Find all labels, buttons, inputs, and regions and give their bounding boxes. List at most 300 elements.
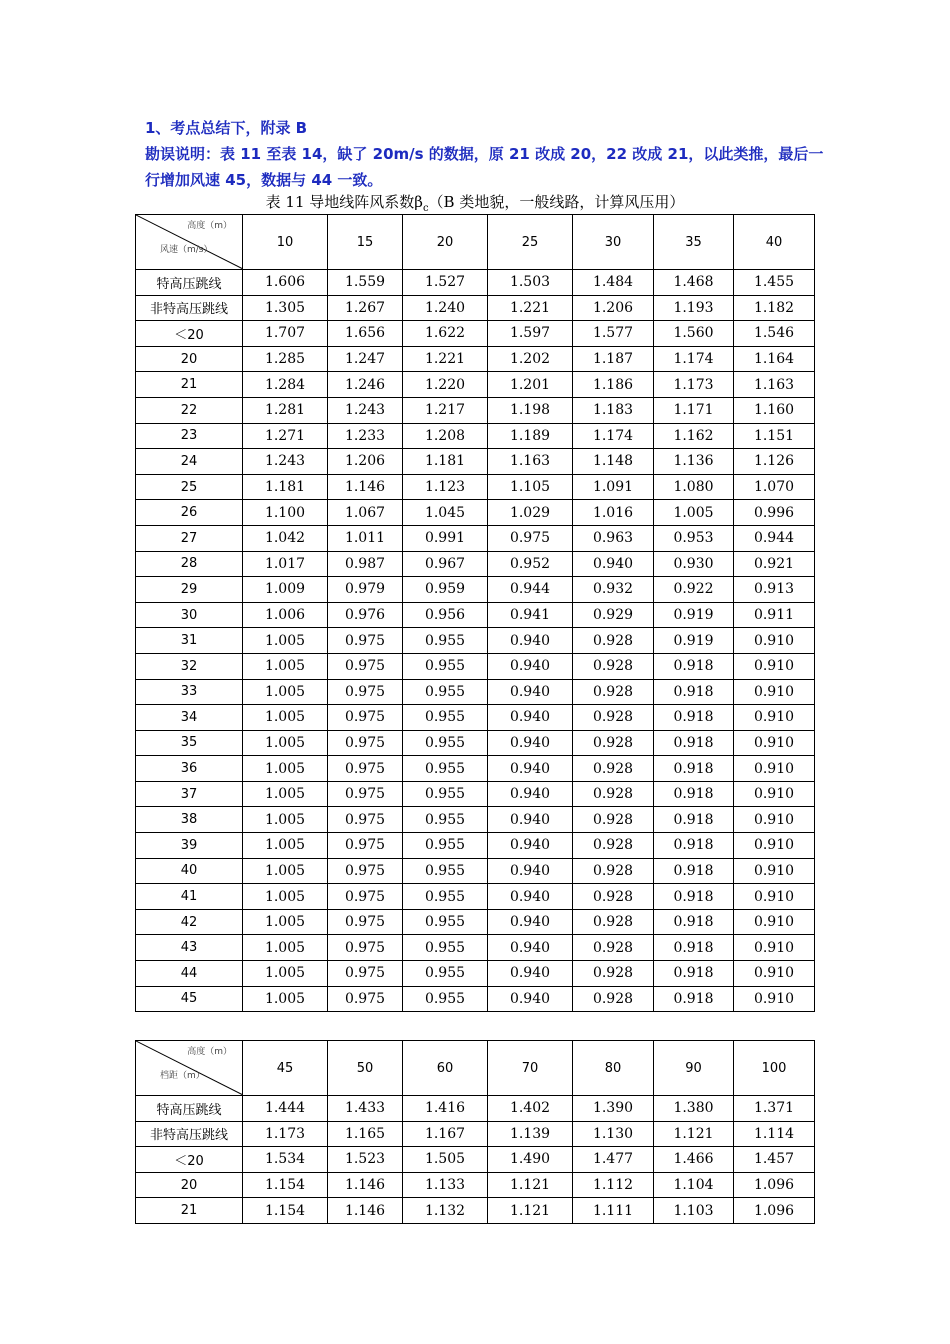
value-cell: 0.910 bbox=[734, 679, 815, 705]
value-cell: 1.181 bbox=[243, 474, 328, 500]
value-cell: 1.606 bbox=[243, 270, 328, 296]
column-header: 35 bbox=[654, 215, 734, 270]
value-cell: 1.121 bbox=[488, 1172, 573, 1198]
value-cell: 0.975 bbox=[328, 935, 403, 961]
value-cell: 0.910 bbox=[734, 833, 815, 859]
value-cell: 1.114 bbox=[734, 1121, 815, 1147]
table-row bbox=[136, 730, 815, 756]
row-label: 44 bbox=[136, 961, 243, 987]
value-cell: 1.220 bbox=[403, 372, 488, 398]
row-label: 23 bbox=[136, 423, 243, 449]
table-row bbox=[136, 1096, 815, 1122]
row-label: 30 bbox=[136, 602, 243, 628]
value-cell: 1.466 bbox=[654, 1147, 734, 1173]
caption-main: 表 11 导地线阵风系数β bbox=[265, 193, 423, 211]
value-cell: 1.005 bbox=[243, 858, 328, 884]
value-cell: 0.940 bbox=[488, 986, 573, 1012]
table-row bbox=[136, 525, 815, 551]
value-cell: 0.940 bbox=[488, 705, 573, 731]
table-row bbox=[136, 909, 815, 935]
value-cell: 0.963 bbox=[573, 525, 654, 551]
value-cell: 1.005 bbox=[243, 935, 328, 961]
value-cell: 1.416 bbox=[403, 1096, 488, 1122]
value-cell: 0.928 bbox=[573, 653, 654, 679]
value-cell: 0.967 bbox=[403, 551, 488, 577]
value-cell: 0.940 bbox=[488, 935, 573, 961]
value-cell: 1.005 bbox=[654, 500, 734, 526]
value-cell: 0.955 bbox=[403, 986, 488, 1012]
value-cell: 0.910 bbox=[734, 781, 815, 807]
value-cell: 0.918 bbox=[654, 705, 734, 731]
value-cell: 0.910 bbox=[734, 935, 815, 961]
value-cell: 0.976 bbox=[328, 602, 403, 628]
row-label: 43 bbox=[136, 935, 243, 961]
value-cell: 0.928 bbox=[573, 807, 654, 833]
value-cell: 1.112 bbox=[573, 1172, 654, 1198]
value-cell: 1.444 bbox=[243, 1096, 328, 1122]
value-cell: 0.928 bbox=[573, 884, 654, 910]
value-cell: 0.910 bbox=[734, 986, 815, 1012]
value-cell: 0.930 bbox=[654, 551, 734, 577]
value-cell: 0.955 bbox=[403, 781, 488, 807]
value-cell: 1.005 bbox=[243, 986, 328, 1012]
value-cell: 0.944 bbox=[488, 577, 573, 603]
value-cell: 0.975 bbox=[328, 909, 403, 935]
value-cell: 0.918 bbox=[654, 833, 734, 859]
column-header: 50 bbox=[328, 1041, 403, 1096]
errata-note: 勘误说明：表 11 至表 14，缺了 20m/s 的数据，原 21 改成 20，22 改成 21，以此类推，最后一行增加风速 45，数据与 44 一致。 bbox=[145, 145, 824, 189]
table-row bbox=[136, 321, 815, 347]
table-row bbox=[136, 577, 815, 603]
value-cell: 0.975 bbox=[328, 986, 403, 1012]
value-cell: 0.928 bbox=[573, 781, 654, 807]
row-label: 36 bbox=[136, 756, 243, 782]
row-label: 33 bbox=[136, 679, 243, 705]
value-cell: 0.910 bbox=[734, 807, 815, 833]
value-cell: 1.707 bbox=[243, 321, 328, 347]
value-cell: 1.163 bbox=[488, 449, 573, 475]
value-cell: 0.918 bbox=[654, 884, 734, 910]
value-cell: 1.123 bbox=[403, 474, 488, 500]
value-cell: 0.910 bbox=[734, 884, 815, 910]
value-cell: 0.922 bbox=[654, 577, 734, 603]
table-row bbox=[136, 1147, 815, 1173]
value-cell: 0.918 bbox=[654, 679, 734, 705]
table-row bbox=[136, 602, 815, 628]
value-cell: 0.940 bbox=[488, 730, 573, 756]
row-label: 37 bbox=[136, 781, 243, 807]
row-label: 34 bbox=[136, 705, 243, 731]
value-cell: 0.918 bbox=[654, 807, 734, 833]
value-cell: 1.173 bbox=[243, 1121, 328, 1147]
header-row bbox=[136, 215, 815, 270]
table-row bbox=[136, 500, 815, 526]
value-cell: 0.955 bbox=[403, 884, 488, 910]
table-row bbox=[136, 679, 815, 705]
value-cell: 1.247 bbox=[328, 346, 403, 372]
table-row bbox=[136, 833, 815, 859]
row-label: 40 bbox=[136, 858, 243, 884]
value-cell: 1.221 bbox=[403, 346, 488, 372]
row-label: 28 bbox=[136, 551, 243, 577]
value-cell: 1.243 bbox=[328, 397, 403, 423]
value-cell: 0.940 bbox=[488, 909, 573, 935]
value-cell: 1.080 bbox=[654, 474, 734, 500]
value-cell: 1.151 bbox=[734, 423, 815, 449]
row-label: 39 bbox=[136, 833, 243, 859]
value-cell: 1.267 bbox=[328, 295, 403, 321]
value-cell: 0.928 bbox=[573, 961, 654, 987]
column-header: 80 bbox=[573, 1041, 654, 1096]
value-cell: 1.005 bbox=[243, 961, 328, 987]
value-cell: 0.911 bbox=[734, 602, 815, 628]
value-cell: 0.928 bbox=[573, 858, 654, 884]
table-row bbox=[136, 935, 815, 961]
value-cell: 1.005 bbox=[243, 679, 328, 705]
value-cell: 1.181 bbox=[403, 449, 488, 475]
value-cell: 1.534 bbox=[243, 1147, 328, 1173]
value-cell: 1.193 bbox=[654, 295, 734, 321]
header-row bbox=[136, 1041, 815, 1096]
value-cell: 1.006 bbox=[243, 602, 328, 628]
value-cell: 1.163 bbox=[734, 372, 815, 398]
value-cell: 0.955 bbox=[403, 653, 488, 679]
value-cell: 1.005 bbox=[243, 756, 328, 782]
value-cell: 1.622 bbox=[403, 321, 488, 347]
corner-top-label: 高度（m） bbox=[187, 1047, 232, 1057]
table-row bbox=[136, 449, 815, 475]
table-row bbox=[136, 1172, 815, 1198]
row-label: 22 bbox=[136, 397, 243, 423]
note-heading: 1、考点总结下，附录 B bbox=[145, 119, 308, 137]
value-cell: 0.910 bbox=[734, 961, 815, 987]
table-row bbox=[136, 295, 815, 321]
value-cell: 0.918 bbox=[654, 781, 734, 807]
value-cell: 1.139 bbox=[488, 1121, 573, 1147]
value-cell: 1.005 bbox=[243, 705, 328, 731]
value-cell: 1.164 bbox=[734, 346, 815, 372]
value-cell: 1.560 bbox=[654, 321, 734, 347]
value-cell: 0.932 bbox=[573, 577, 654, 603]
value-cell: 1.455 bbox=[734, 270, 815, 296]
value-cell: 1.206 bbox=[328, 449, 403, 475]
value-cell: 1.029 bbox=[488, 500, 573, 526]
value-cell: 1.221 bbox=[488, 295, 573, 321]
value-cell: 0.913 bbox=[734, 577, 815, 603]
value-cell: 0.928 bbox=[573, 628, 654, 654]
value-cell: 1.597 bbox=[488, 321, 573, 347]
value-cell: 1.201 bbox=[488, 372, 573, 398]
value-cell: 0.955 bbox=[403, 935, 488, 961]
column-header: 25 bbox=[488, 215, 573, 270]
value-cell: 0.940 bbox=[488, 781, 573, 807]
value-cell: 1.559 bbox=[328, 270, 403, 296]
value-cell: 1.656 bbox=[328, 321, 403, 347]
value-cell: 1.146 bbox=[328, 1172, 403, 1198]
table-row bbox=[136, 884, 815, 910]
value-cell: 0.918 bbox=[654, 909, 734, 935]
value-cell: 1.206 bbox=[573, 295, 654, 321]
table-row bbox=[136, 1121, 815, 1147]
column-header: 10 bbox=[243, 215, 328, 270]
value-cell: 1.577 bbox=[573, 321, 654, 347]
value-cell: 0.955 bbox=[403, 833, 488, 859]
row-label: 20 bbox=[136, 1172, 243, 1198]
column-header: 100 bbox=[734, 1041, 815, 1096]
row-label: 特高压跳线 bbox=[136, 1096, 243, 1122]
value-cell: 1.523 bbox=[328, 1147, 403, 1173]
table-row bbox=[136, 807, 815, 833]
value-cell: 1.162 bbox=[654, 423, 734, 449]
value-cell: 0.919 bbox=[654, 602, 734, 628]
value-cell: 1.174 bbox=[573, 423, 654, 449]
table-row bbox=[136, 423, 815, 449]
table-row bbox=[136, 858, 815, 884]
value-cell: 1.017 bbox=[243, 551, 328, 577]
corner-header-cell bbox=[136, 215, 243, 270]
value-cell: 0.991 bbox=[403, 525, 488, 551]
value-cell: 0.910 bbox=[734, 756, 815, 782]
value-cell: 0.959 bbox=[403, 577, 488, 603]
value-cell: 0.918 bbox=[654, 961, 734, 987]
value-cell: 1.136 bbox=[654, 449, 734, 475]
value-cell: 1.167 bbox=[403, 1121, 488, 1147]
corner-header-cell bbox=[136, 1041, 243, 1096]
value-cell: 1.217 bbox=[403, 397, 488, 423]
value-cell: 1.457 bbox=[734, 1147, 815, 1173]
value-cell: 1.070 bbox=[734, 474, 815, 500]
value-cell: 0.919 bbox=[654, 628, 734, 654]
value-cell: 0.910 bbox=[734, 653, 815, 679]
value-cell: 1.005 bbox=[243, 781, 328, 807]
value-cell: 0.975 bbox=[328, 781, 403, 807]
row-label: 45 bbox=[136, 986, 243, 1012]
value-cell: 0.921 bbox=[734, 551, 815, 577]
value-cell: 0.955 bbox=[403, 807, 488, 833]
value-cell: 1.402 bbox=[488, 1096, 573, 1122]
column-header: 70 bbox=[488, 1041, 573, 1096]
value-cell: 0.940 bbox=[488, 884, 573, 910]
value-cell: 0.975 bbox=[328, 730, 403, 756]
row-label: 非特高压跳线 bbox=[136, 1121, 243, 1147]
value-cell: 0.955 bbox=[403, 705, 488, 731]
row-label: 特高压跳线 bbox=[136, 270, 243, 296]
caption-subscript: c bbox=[422, 203, 429, 214]
value-cell: 0.952 bbox=[488, 551, 573, 577]
value-cell: 0.955 bbox=[403, 858, 488, 884]
value-cell: 0.953 bbox=[654, 525, 734, 551]
table-row bbox=[136, 756, 815, 782]
value-cell: 1.121 bbox=[654, 1121, 734, 1147]
value-cell: 0.996 bbox=[734, 500, 815, 526]
value-cell: 0.928 bbox=[573, 909, 654, 935]
value-cell: 0.918 bbox=[654, 730, 734, 756]
value-cell: 1.005 bbox=[243, 833, 328, 859]
value-cell: 1.182 bbox=[734, 295, 815, 321]
value-cell: 0.955 bbox=[403, 730, 488, 756]
table-row bbox=[136, 551, 815, 577]
value-cell: 1.171 bbox=[654, 397, 734, 423]
value-cell: 0.940 bbox=[488, 653, 573, 679]
row-label: 29 bbox=[136, 577, 243, 603]
value-cell: 1.132 bbox=[403, 1198, 488, 1224]
value-cell: 1.189 bbox=[488, 423, 573, 449]
wind-coefficient-table-1 bbox=[135, 214, 815, 1012]
value-cell: 0.975 bbox=[328, 653, 403, 679]
value-cell: 0.910 bbox=[734, 858, 815, 884]
row-label: 24 bbox=[136, 449, 243, 475]
value-cell: 0.929 bbox=[573, 602, 654, 628]
value-cell: 0.944 bbox=[734, 525, 815, 551]
value-cell: 0.975 bbox=[328, 807, 403, 833]
value-cell: 0.975 bbox=[328, 679, 403, 705]
table-row bbox=[136, 961, 815, 987]
value-cell: 0.918 bbox=[654, 935, 734, 961]
corner-bottom-label: 风速（m/s） bbox=[160, 245, 213, 255]
value-cell: 0.940 bbox=[488, 679, 573, 705]
value-cell: 0.955 bbox=[403, 756, 488, 782]
value-cell: 0.955 bbox=[403, 961, 488, 987]
table-row bbox=[136, 270, 815, 296]
table-row bbox=[136, 705, 815, 731]
row-label: 25 bbox=[136, 474, 243, 500]
value-cell: 0.941 bbox=[488, 602, 573, 628]
value-cell: 1.202 bbox=[488, 346, 573, 372]
value-cell: 1.527 bbox=[403, 270, 488, 296]
value-cell: 0.918 bbox=[654, 653, 734, 679]
row-label: ＜20 bbox=[136, 1147, 243, 1173]
value-cell: 1.154 bbox=[243, 1172, 328, 1198]
value-cell: 1.433 bbox=[328, 1096, 403, 1122]
table-row bbox=[136, 781, 815, 807]
value-cell: 1.104 bbox=[654, 1172, 734, 1198]
value-cell: 1.160 bbox=[734, 397, 815, 423]
value-cell: 0.975 bbox=[488, 525, 573, 551]
value-cell: 0.975 bbox=[328, 833, 403, 859]
row-label: 31 bbox=[136, 628, 243, 654]
value-cell: 1.380 bbox=[654, 1096, 734, 1122]
value-cell: 0.940 bbox=[573, 551, 654, 577]
value-cell: 1.246 bbox=[328, 372, 403, 398]
column-header: 30 bbox=[573, 215, 654, 270]
row-label: 21 bbox=[136, 1198, 243, 1224]
value-cell: 1.146 bbox=[328, 474, 403, 500]
table-row bbox=[136, 474, 815, 500]
value-cell: 0.955 bbox=[403, 679, 488, 705]
value-cell: 1.126 bbox=[734, 449, 815, 475]
value-cell: 1.130 bbox=[573, 1121, 654, 1147]
value-cell: 0.928 bbox=[573, 730, 654, 756]
value-cell: 0.940 bbox=[488, 756, 573, 782]
value-cell: 1.477 bbox=[573, 1147, 654, 1173]
value-cell: 1.148 bbox=[573, 449, 654, 475]
value-cell: 0.910 bbox=[734, 628, 815, 654]
row-label: 21 bbox=[136, 372, 243, 398]
column-header: 15 bbox=[328, 215, 403, 270]
value-cell: 0.955 bbox=[403, 909, 488, 935]
value-cell: 0.979 bbox=[328, 577, 403, 603]
value-cell: 0.940 bbox=[488, 833, 573, 859]
row-label: 35 bbox=[136, 730, 243, 756]
value-cell: 0.928 bbox=[573, 833, 654, 859]
value-cell: 1.490 bbox=[488, 1147, 573, 1173]
value-cell: 0.928 bbox=[573, 986, 654, 1012]
value-cell: 0.975 bbox=[328, 756, 403, 782]
value-cell: 1.281 bbox=[243, 397, 328, 423]
value-cell: 1.371 bbox=[734, 1096, 815, 1122]
value-cell: 1.186 bbox=[573, 372, 654, 398]
value-cell: 1.133 bbox=[403, 1172, 488, 1198]
value-cell: 0.956 bbox=[403, 602, 488, 628]
value-cell: 1.240 bbox=[403, 295, 488, 321]
table-row bbox=[136, 397, 815, 423]
value-cell: 1.198 bbox=[488, 397, 573, 423]
row-label: 38 bbox=[136, 807, 243, 833]
row-label: 42 bbox=[136, 909, 243, 935]
value-cell: 0.940 bbox=[488, 858, 573, 884]
corner-bottom-label: 档距（m） bbox=[160, 1071, 205, 1081]
value-cell: 0.918 bbox=[654, 986, 734, 1012]
value-cell: 1.484 bbox=[573, 270, 654, 296]
column-header: 45 bbox=[243, 1041, 328, 1096]
table-row bbox=[136, 986, 815, 1012]
caption-tail: （B 类地貌，一般线路，计算风压用） bbox=[428, 193, 685, 211]
value-cell: 1.154 bbox=[243, 1198, 328, 1224]
value-cell: 1.096 bbox=[734, 1198, 815, 1224]
table-caption bbox=[0, 191, 950, 214]
value-cell: 1.105 bbox=[488, 474, 573, 500]
value-cell: 0.910 bbox=[734, 909, 815, 935]
value-cell: 1.285 bbox=[243, 346, 328, 372]
value-cell: 1.468 bbox=[654, 270, 734, 296]
table-row bbox=[136, 346, 815, 372]
value-cell: 1.503 bbox=[488, 270, 573, 296]
value-cell: 1.096 bbox=[734, 1172, 815, 1198]
value-cell: 1.187 bbox=[573, 346, 654, 372]
value-cell: 1.011 bbox=[328, 525, 403, 551]
table-row bbox=[136, 372, 815, 398]
column-header: 20 bbox=[403, 215, 488, 270]
value-cell: 1.390 bbox=[573, 1096, 654, 1122]
value-cell: 1.546 bbox=[734, 321, 815, 347]
value-cell: 1.005 bbox=[243, 653, 328, 679]
table-row bbox=[136, 628, 815, 654]
column-header: 90 bbox=[654, 1041, 734, 1096]
row-label: 32 bbox=[136, 653, 243, 679]
value-cell: 1.183 bbox=[573, 397, 654, 423]
value-cell: 0.928 bbox=[573, 756, 654, 782]
corner-top-label: 高度（m） bbox=[187, 221, 232, 231]
value-cell: 0.940 bbox=[488, 807, 573, 833]
value-cell: 0.928 bbox=[573, 679, 654, 705]
value-cell: 0.975 bbox=[328, 884, 403, 910]
value-cell: 1.016 bbox=[573, 500, 654, 526]
row-label: ＜20 bbox=[136, 321, 243, 347]
value-cell: 1.005 bbox=[243, 730, 328, 756]
value-cell: 1.505 bbox=[403, 1147, 488, 1173]
value-cell: 1.005 bbox=[243, 807, 328, 833]
value-cell: 1.121 bbox=[488, 1198, 573, 1224]
value-cell: 1.067 bbox=[328, 500, 403, 526]
value-cell: 1.103 bbox=[654, 1198, 734, 1224]
value-cell: 0.955 bbox=[403, 628, 488, 654]
value-cell: 0.940 bbox=[488, 628, 573, 654]
value-cell: 1.005 bbox=[243, 884, 328, 910]
value-cell: 1.174 bbox=[654, 346, 734, 372]
value-cell: 1.100 bbox=[243, 500, 328, 526]
column-header: 40 bbox=[734, 215, 815, 270]
row-label: 41 bbox=[136, 884, 243, 910]
